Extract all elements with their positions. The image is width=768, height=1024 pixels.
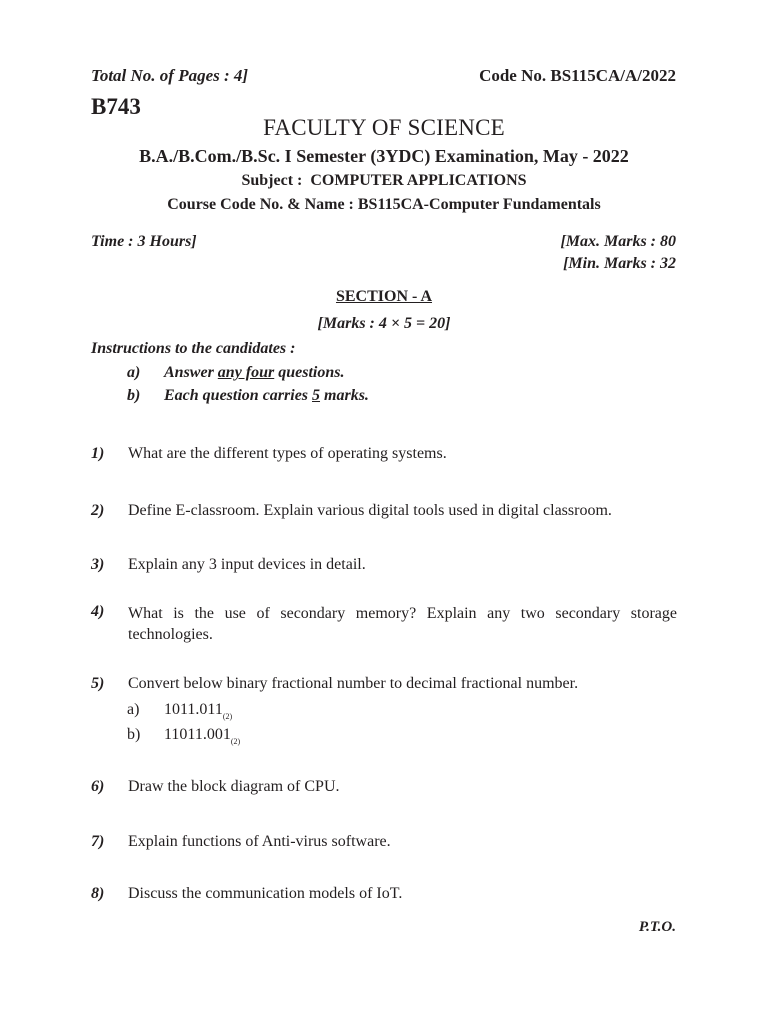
subject-label: Subject :	[241, 172, 303, 189]
instruction-text: questions.	[274, 364, 345, 381]
instruction-text: Each question carries	[164, 387, 313, 404]
question-number: 3)	[91, 556, 105, 573]
faculty-title: FACULTY OF SCIENCE	[263, 115, 505, 140]
question-4	[91, 603, 677, 645]
instruction-item	[127, 387, 369, 405]
question-number: 7)	[91, 833, 105, 850]
question-number: 8)	[91, 885, 105, 902]
question-number: 4)	[91, 603, 105, 620]
question-text: Explain any 3 input devices in detail.	[128, 556, 366, 573]
subject-value: COMPUTER APPLICATIONS	[310, 172, 527, 189]
question-text: Draw the block diagram of CPU.	[128, 778, 340, 795]
section-marks: [Marks : 4 × 5 = 20]	[317, 315, 451, 332]
instruction-emphasis: 5	[312, 387, 321, 404]
paper-code: B743	[91, 94, 141, 119]
part-label: a)	[127, 701, 140, 718]
time-allowed: Time : 3 Hours]	[91, 233, 197, 250]
instruction-text: marks.	[320, 387, 369, 404]
course-line: Course Code No. & Name : BS115CA-Computer Fundamentals	[167, 196, 601, 213]
binary-value: 11011.001	[164, 726, 231, 743]
exam-title: B.A./B.Com./B.Sc. I Semester (3YDC) Examination, May - 2022	[139, 146, 629, 166]
question-text: What are the different types of operating systems.	[128, 445, 447, 462]
part-label: b)	[127, 726, 141, 743]
instruction-item	[127, 364, 345, 382]
question-number: 1)	[91, 445, 105, 462]
question-text: Explain functions of Anti-virus software.	[128, 833, 391, 850]
pto-note: P.T.O.	[638, 919, 676, 935]
question-text: What is the use of secondary memory? Explain any two secondary storage technologies.	[128, 605, 677, 643]
subject-line	[0, 172, 768, 190]
section-title: SECTION - A	[335, 288, 433, 305]
question-5-part-a	[127, 701, 232, 721]
question-number: 5)	[91, 675, 105, 692]
question-number: 2)	[91, 502, 105, 519]
instruction-emphasis: any four	[217, 364, 275, 381]
question-text: Discuss the communication models of IoT.	[128, 885, 403, 902]
instructions-heading: Instructions to the candidates :	[91, 340, 296, 357]
min-marks: [Min. Marks : 32	[563, 255, 676, 272]
binary-value: 1011.011	[164, 701, 223, 718]
base-subscript: (2)	[230, 737, 241, 746]
instruction-label: a)	[127, 364, 141, 381]
max-marks: [Max. Marks : 80	[560, 233, 676, 250]
question-text: Convert below binary fractional number to decimal fractional number.	[128, 675, 579, 692]
question-5-part-b	[127, 726, 240, 746]
code-number: Code No. BS115CA/A/2022	[479, 66, 676, 85]
question-number: 6)	[91, 778, 105, 795]
base-subscript: (2)	[222, 712, 233, 721]
question-text: Define E-classroom. Explain various digital tools used in digital classroom.	[128, 502, 612, 519]
total-pages: Total No. of Pages : 4]	[91, 66, 249, 85]
instruction-text: Answer	[164, 364, 218, 381]
instruction-label: b)	[127, 387, 141, 404]
